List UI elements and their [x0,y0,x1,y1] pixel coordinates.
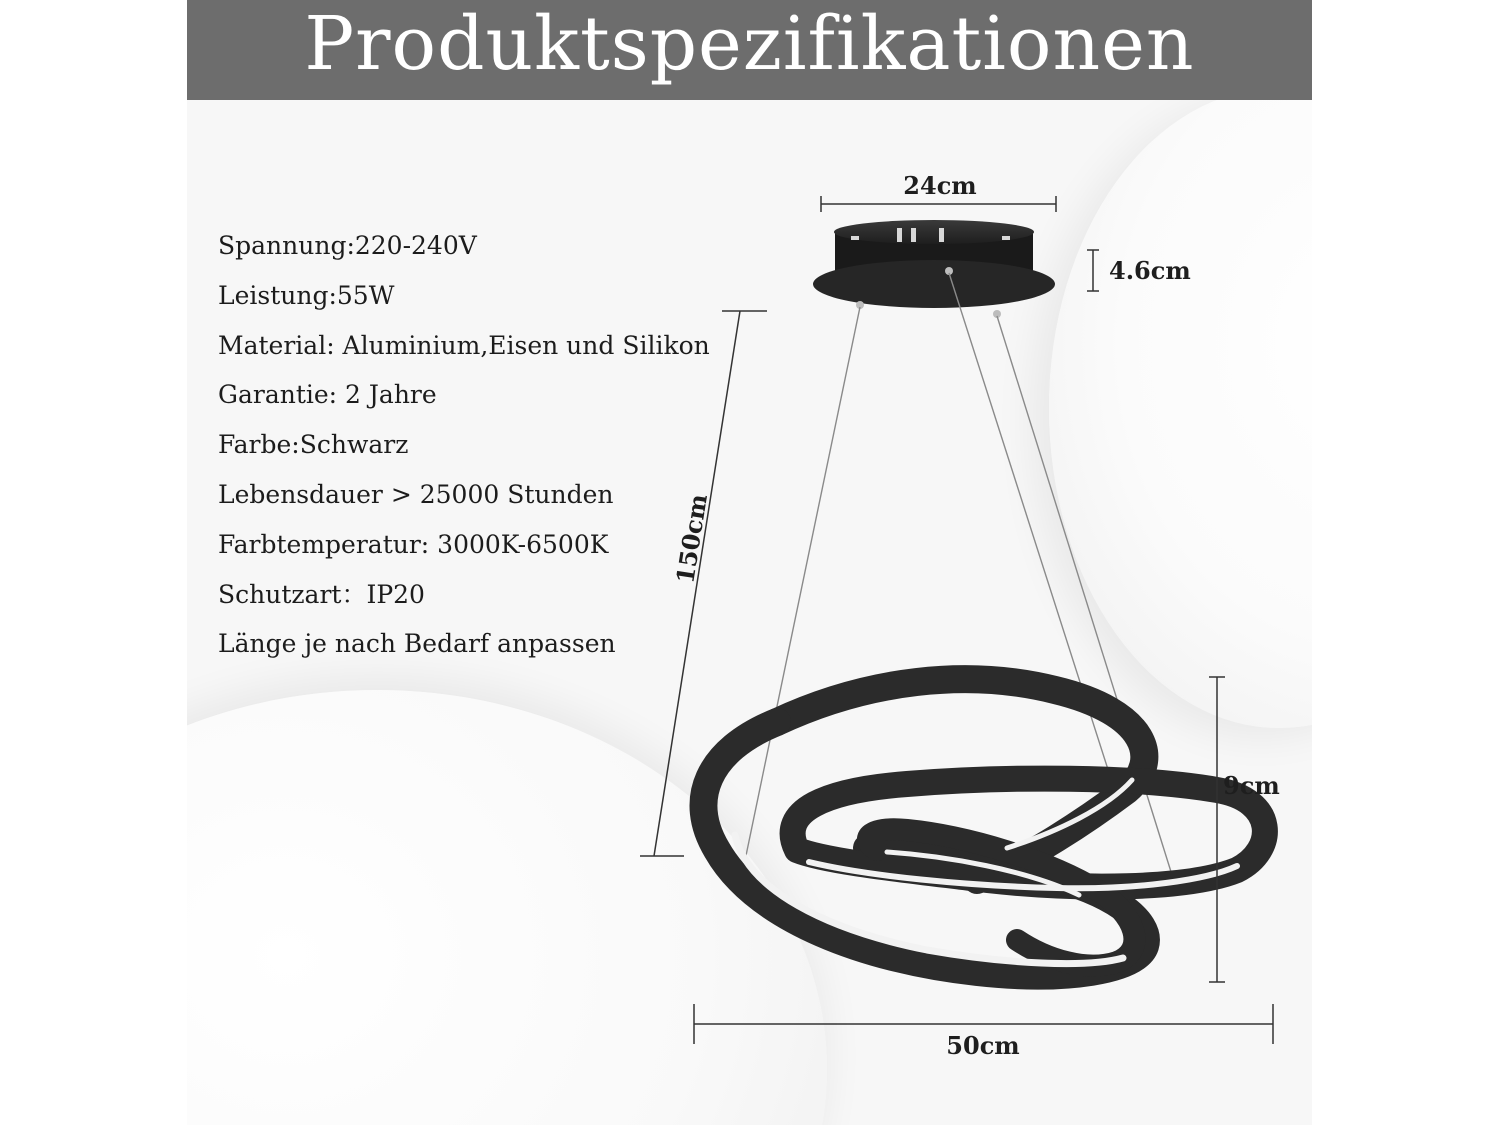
canopy-height-label: 4.6cm [1109,256,1191,285]
ceiling-canopy [813,220,1055,318]
product-image [187,0,1312,1125]
lamp-width-label: 50cm [946,1031,1020,1060]
lamp-height-label: 9cm [1223,771,1280,800]
spiral-lamp-body [704,679,1265,975]
dimension-canopy-height [1087,250,1191,291]
spec-power: Leistung:55W [218,280,395,310]
dimension-canopy-width [821,171,1056,212]
spec-length: Länge je nach Bedarf anpassen [218,629,616,659]
spec-material: Material: Aluminium,Eisen und Silikon [218,330,710,360]
hanging-length-label: 150cm [670,491,713,586]
spec-color-temperature: Farbtemperatur: 3000K-6500K [218,529,609,559]
page-title: Produktspezifikationen [304,1,1195,87]
spec-voltage: Spannung:220-240V [218,231,477,260]
dimension-lamp-width [694,1004,1273,1060]
spec-lifetime: Lebensdauer > 25000 Stunden [218,479,614,509]
spec-warranty: Garantie: 2 Jahre [218,380,437,410]
spec-color: Farbe:Schwarz [218,430,409,460]
lamp-dimension-diagram [187,0,1312,1125]
canopy-width-label: 24cm [903,171,977,200]
spec-protection: Schutzart：IP20 [218,579,425,609]
